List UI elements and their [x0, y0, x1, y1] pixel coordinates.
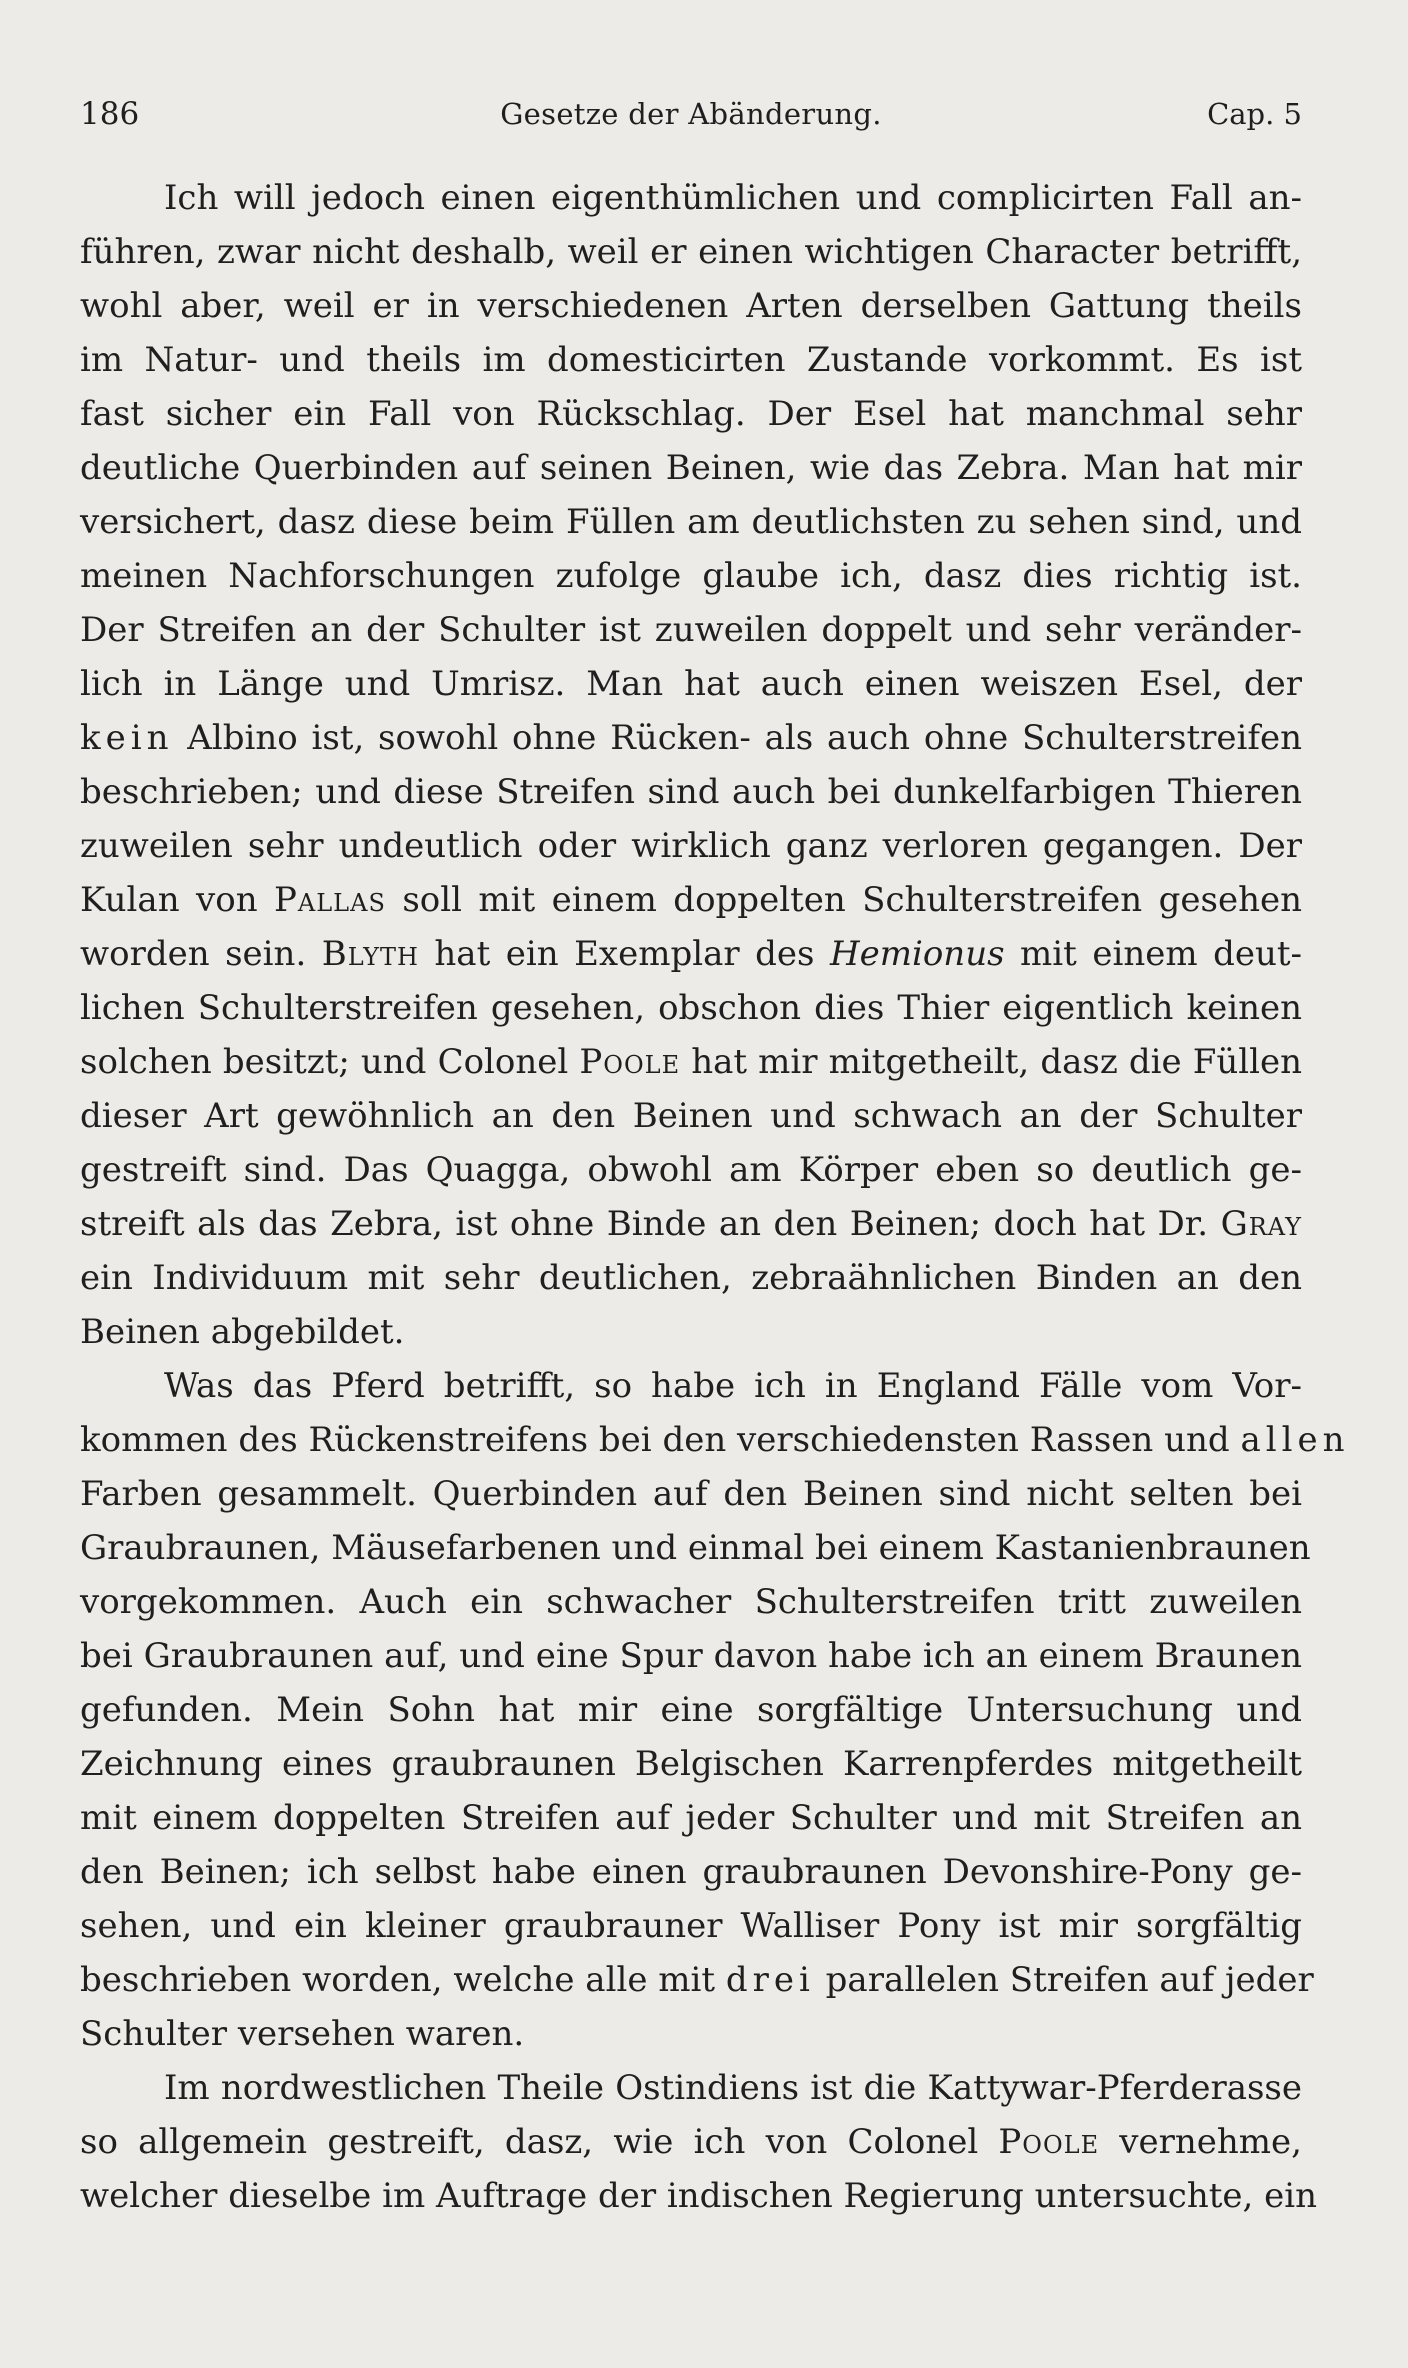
text-line — [80, 1251, 1302, 1305]
styled-text: Poole — [998, 2122, 1100, 2162]
body-text — [80, 171, 1350, 2223]
text-line — [80, 1575, 1302, 1629]
text-line — [80, 819, 1302, 873]
text-line — [80, 549, 1302, 603]
text-run: solchen besitzt; und Colonel — [80, 1042, 580, 1082]
styled-text: Gray — [1220, 1204, 1302, 1244]
styled-text: Poole — [579, 1042, 681, 1082]
text-run: bei Graubraunen auf, und eine Spur davon habe ich an einem Braunen — [80, 1636, 1302, 1676]
text-run: hat mir mitgetheilt, dasz die Füllen — [680, 1042, 1302, 1082]
text-line — [80, 1791, 1302, 1845]
text-line — [80, 603, 1302, 657]
text-run: ein Individuum mit sehr deutlichen, zebraähnlichen Binden an den — [80, 1258, 1302, 1298]
text-line — [80, 981, 1302, 1035]
text-line — [80, 1467, 1302, 1521]
text-run: fast sicher ein Fall von Rückschlag. Der Esel hat manchmal sehr — [80, 394, 1302, 434]
running-title: Gesetze der Abänderung. — [500, 97, 882, 131]
text-run: Graubraunen, Mäusefarbenen und einmal bei einem Kastanienbraunen — [80, 1528, 1311, 1568]
text-run: sehen, und ein kleiner graubrauner Walliser Pony ist mir sorgfältig — [80, 1906, 1302, 1946]
text-run: Beinen abgebildet. — [80, 1312, 405, 1352]
text-line — [80, 279, 1302, 333]
styled-text: allen — [1240, 1420, 1350, 1460]
page-number: 186 — [80, 96, 140, 132]
text-line — [80, 927, 1302, 981]
text-run: Ich will jedoch einen eigenthümlichen und complicirten Fall an- — [164, 178, 1302, 218]
text-run: hat ein Exemplar des — [418, 934, 830, 974]
text-line — [80, 1413, 1350, 1467]
text-run: lichen Schulterstreifen gesehen, obschon dies Thier eigentlich keinen — [80, 988, 1302, 1028]
text-line — [80, 225, 1302, 279]
text-run: Farben gesammelt. Querbinden auf den Beinen sind nicht selten bei — [80, 1474, 1302, 1514]
text-run: gefunden. Mein Sohn hat mir eine sorgfältige Untersuchung und — [80, 1690, 1302, 1730]
text-line — [80, 2061, 1302, 2115]
text-run: deutliche Querbinden auf seinen Beinen, wie das Zebra. Man hat mir — [80, 448, 1302, 488]
paragraph — [80, 171, 1302, 1359]
text-run: dieser Art gewöhnlich an den Beinen und schwach an der Schulter — [80, 1096, 1302, 1136]
text-run: Zeichnung eines graubraunen Belgischen Karrenpferdes mitgetheilt — [80, 1744, 1302, 1784]
text-run: parallelen Streifen auf jeder — [814, 1960, 1314, 2000]
text-run: Was das Pferd betrifft, so habe ich in England Fälle vom Vor- — [164, 1366, 1302, 1406]
text-line — [80, 711, 1302, 765]
text-line — [80, 1197, 1302, 1251]
text-line — [80, 1629, 1302, 1683]
text-run: mit einem deut- — [1004, 934, 1302, 974]
text-line — [80, 2115, 1302, 2169]
text-run: meinen Nachforschungen zufolge glaube ich, dasz dies richtig ist. — [80, 556, 1302, 596]
styled-text: Hemionus — [829, 934, 1005, 974]
text-line — [80, 171, 1302, 225]
text-line — [80, 387, 1302, 441]
text-line — [80, 1953, 1314, 2007]
text-line — [80, 1899, 1302, 1953]
styled-text: drei — [725, 1960, 815, 2000]
text-line — [80, 1359, 1302, 1413]
styled-text: Blyth — [321, 934, 419, 974]
styled-text: kein — [80, 718, 174, 758]
text-line — [80, 1035, 1302, 1089]
text-line — [80, 495, 1302, 549]
text-line — [80, 333, 1302, 387]
text-line — [80, 1521, 1311, 1575]
text-line — [80, 441, 1302, 495]
text-run: lich in Länge und Umrisz. Man hat auch einen weiszen Esel, der — [80, 664, 1302, 704]
text-run: worden sein. — [80, 934, 322, 974]
text-line — [80, 765, 1302, 819]
text-run: Im nordwestlichen Theile Ostindiens ist die Kattywar-Pferderasse — [164, 2068, 1302, 2108]
text-line — [80, 1845, 1302, 1899]
text-run: Kulan von — [80, 880, 275, 920]
text-line — [80, 873, 1302, 927]
text-run: im Natur- und theils im domesticirten Zustande vorkommt. Es ist — [80, 340, 1302, 380]
text-line — [80, 1305, 1302, 1359]
text-run: wohl aber, weil er in verschiedenen Arten derselben Gattung theils — [80, 286, 1302, 326]
text-line — [80, 1683, 1302, 1737]
text-run: führen, zwar nicht deshalb, weil er einen wichtigen Character betrifft, — [80, 232, 1302, 272]
text-run: streift als das Zebra, ist ohne Binde an den Beinen; doch hat Dr. — [80, 1204, 1221, 1244]
text-run: den Beinen; ich selbst habe einen graubraunen Devonshire-Pony ge- — [80, 1852, 1302, 1892]
text-run: Schulter versehen waren. — [80, 2014, 525, 2054]
page-header — [80, 94, 1302, 134]
text-run: zuweilen sehr undeutlich oder wirklich ganz verloren gegangen. Der — [80, 826, 1302, 866]
text-run: Albino ist, sowohl ohne Rücken- als auch ohne Schulterstreifen — [173, 718, 1302, 758]
text-run: gestreift sind. Das Quagga, obwohl am Körper eben so deutlich ge- — [80, 1150, 1302, 1190]
text-run: versichert, dasz diese beim Füllen am deutlichsten zu sehen sind, und — [80, 502, 1302, 542]
text-run: Der Streifen an der Schulter ist zuweilen doppelt und sehr veränder- — [80, 610, 1302, 650]
chapter-label: Cap. 5 — [1207, 97, 1302, 131]
text-run: vorgekommen. Auch ein schwacher Schulterstreifen tritt zuweilen — [80, 1582, 1302, 1622]
text-run: beschrieben; und diese Streifen sind auch bei dunkelfarbigen Thieren — [80, 772, 1302, 812]
text-run: beschrieben worden, welche alle mit — [80, 1960, 726, 2000]
text-run: soll mit einem doppelten Schulterstreifen gesehen — [385, 880, 1302, 920]
text-run: mit einem doppelten Streifen auf jeder Schulter und mit Streifen an — [80, 1798, 1302, 1838]
paragraph — [80, 2061, 1318, 2223]
text-line — [80, 2007, 1302, 2061]
text-line — [80, 1089, 1302, 1143]
paragraph — [80, 1359, 1350, 2061]
text-run: kommen des Rückenstreifens bei den verschiedensten Rassen und — [80, 1420, 1241, 1460]
text-line — [80, 657, 1302, 711]
text-line — [80, 1737, 1302, 1791]
text-run: welcher dieselbe im Auftrage der indischen Regierung untersuchte, ein — [80, 2176, 1318, 2216]
text-line — [80, 2169, 1318, 2223]
styled-text: Pallas — [274, 880, 386, 920]
text-line — [80, 1143, 1302, 1197]
text-run: vernehme, — [1099, 2122, 1302, 2162]
text-run: so allgemein gestreift, dasz, wie ich von Colonel — [80, 2122, 999, 2162]
